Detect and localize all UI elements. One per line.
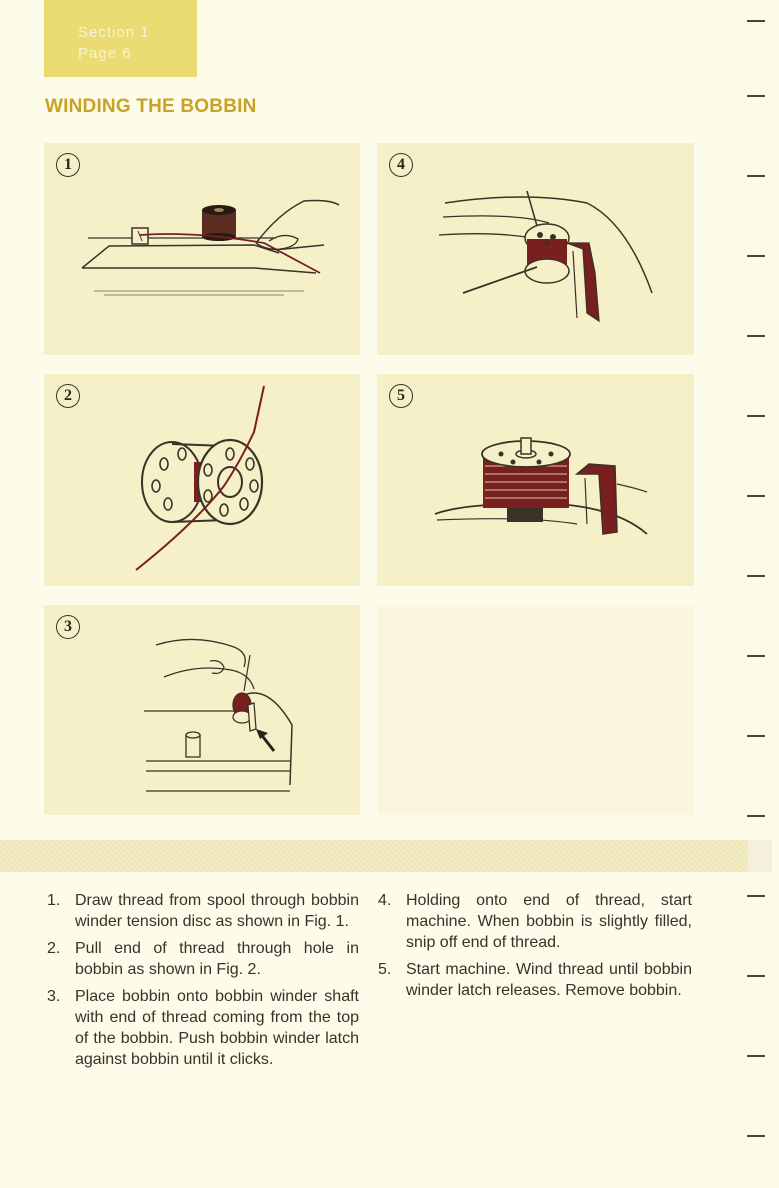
- step-number: 2.: [47, 940, 61, 957]
- page-title: WINDING THE BOBBIN: [45, 96, 257, 117]
- section-label: Section 1: [78, 24, 150, 41]
- section-tab: [44, 0, 197, 77]
- tick-mark: [747, 1135, 765, 1137]
- figure-number: 4: [389, 153, 413, 177]
- figure-5-illustration: [377, 374, 694, 586]
- figure-3: [44, 605, 360, 815]
- tick-mark: [747, 335, 765, 337]
- figure-4: [377, 143, 694, 355]
- instruction-step: [47, 938, 359, 980]
- step-text: Place bobbin onto bobbin winder shaft with end of thread coming from the top of the bobbin. Push bobbin winder latch against bobbin until it clicks.: [75, 988, 359, 1068]
- step-text: Start machine. Wind thread until bobbin winder latch releases. Remove bobbin.: [406, 961, 692, 999]
- tick-mark: [747, 735, 765, 737]
- figure-1: [44, 143, 360, 355]
- instruction-step: [378, 959, 692, 1001]
- step-number: 5.: [378, 961, 392, 978]
- figure-2-illustration: [44, 374, 360, 586]
- index-tick-marks: [745, 0, 765, 1188]
- figure-4-illustration: [377, 143, 694, 355]
- step-text: Draw thread from spool through bobbin winder tension disc as shown in Fig. 1.: [75, 892, 359, 930]
- tick-mark: [747, 175, 765, 177]
- divider-band: [0, 840, 748, 872]
- figure-5: [377, 374, 694, 586]
- tick-mark: [747, 575, 765, 577]
- figure-1-illustration: [44, 143, 360, 355]
- instruction-step: [378, 890, 692, 953]
- tick-mark: [747, 495, 765, 497]
- tick-mark: [747, 95, 765, 97]
- step-text: Holding onto end of thread, start machine. When bobbin is slightly filled, snip off end of thread.: [406, 892, 692, 951]
- figure-number: 3: [56, 615, 80, 639]
- figure-number: 2: [56, 384, 80, 408]
- figure-number: 5: [389, 384, 413, 408]
- tick-mark: [747, 255, 765, 257]
- instructions-left-column: [47, 890, 359, 1076]
- step-number: 3.: [47, 988, 61, 1005]
- figure-3-illustration: [44, 605, 360, 815]
- empty-figure-panel: [377, 605, 694, 815]
- figure-number: 1: [56, 153, 80, 177]
- tick-mark: [747, 815, 765, 817]
- tick-mark: [747, 1055, 765, 1057]
- instructions-right-column: [378, 890, 692, 1007]
- tick-mark: [747, 415, 765, 417]
- tick-mark: [747, 20, 765, 22]
- instruction-step: [47, 890, 359, 932]
- page-label: Page 6: [78, 45, 132, 62]
- tick-mark: [747, 895, 765, 897]
- tick-mark: [747, 975, 765, 977]
- step-number: 1.: [47, 892, 61, 909]
- step-text: Pull end of thread through hole in bobbin as shown in Fig. 2.: [75, 940, 359, 978]
- tick-mark: [747, 655, 765, 657]
- step-number: 4.: [378, 892, 392, 909]
- instruction-step: [47, 986, 359, 1070]
- figure-2: [44, 374, 360, 586]
